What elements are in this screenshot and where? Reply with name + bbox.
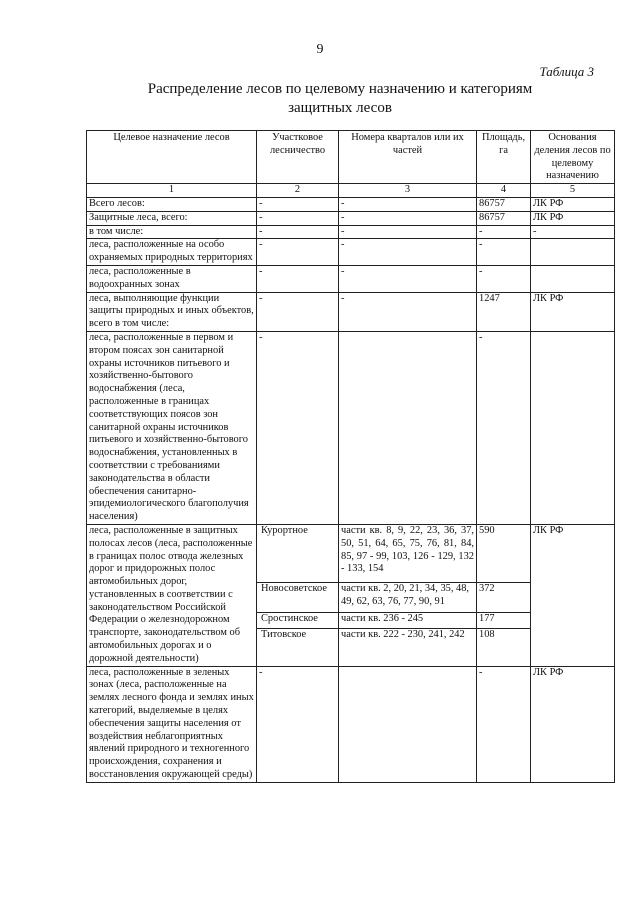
title-line-2: защитных лесов <box>288 100 392 116</box>
row-forestry: - <box>257 331 339 524</box>
table-row <box>87 331 615 524</box>
row-basis: ЛК РФ <box>531 292 615 331</box>
row-basis: ЛК РФ <box>531 666 615 782</box>
row-purpose: леса, выполняющие функции защиты природных и иных объектов, всего в том числе: <box>87 292 257 331</box>
row-forestry: - <box>257 265 339 292</box>
header-basis: Основания деления лесов по целевому назначению <box>531 131 615 184</box>
row-purpose: в том числе: <box>87 225 257 239</box>
row-forestry: - <box>257 239 339 266</box>
row-forestry: - <box>257 197 339 211</box>
row-area: - <box>477 239 531 266</box>
row-purpose: леса, расположенные в первом и втором поясах зон санитарной охраны источников питьевого и хозяйственно-бытового водоснабжения (леса, расположенные в границах соответствующих поясов зон санитарной охраны источников питьевого и хозяйственно-бытового водоснабжения, установленных в соответствии с требованиями законодательства в области обеспечения санитарно-эпидемиологического благополучия населения) <box>87 331 257 524</box>
table-row <box>87 211 615 225</box>
row-forestry: - <box>257 666 339 782</box>
row-forestry: Титовское <box>257 628 339 666</box>
table-row <box>87 524 615 582</box>
row-quarters: части кв. 222 - 230, 241, 242 <box>339 628 477 666</box>
row-quarters: - <box>339 211 477 225</box>
row-purpose: Защитные леса, всего: <box>87 211 257 225</box>
row-purpose: леса, расположенные в зеленых зонах (леса, расположенные на землях лесного фонда и землях иных категорий, выделяемые в целях обеспечения защиты населения от воздействия неблагоприятных явлений природного и техногенного происхождения, сохранения и восстановления окружающей среды) <box>87 666 257 782</box>
row-area: - <box>477 265 531 292</box>
table-label: Таблица 3 <box>539 64 594 79</box>
row-quarters <box>339 331 477 524</box>
row-quarters <box>339 666 477 782</box>
row-area: - <box>477 225 531 239</box>
row-area: 86757 <box>477 211 531 225</box>
column-number: 1 <box>87 184 257 198</box>
row-basis: - <box>531 225 615 239</box>
row-area: - <box>477 666 531 782</box>
row-quarters: - <box>339 265 477 292</box>
table-row <box>87 666 615 782</box>
header-area: Площадь, га <box>477 131 531 184</box>
row-basis: ЛК РФ <box>531 197 615 211</box>
row-quarters: - <box>339 197 477 211</box>
row-forestry: - <box>257 292 339 331</box>
forest-distribution-table <box>86 130 615 783</box>
page-number: 9 <box>316 42 324 57</box>
table-row <box>87 265 615 292</box>
row-quarters: - <box>339 239 477 266</box>
row-basis <box>531 239 615 266</box>
title-line-1: Распределение лесов по целевому назначению и категориям <box>147 81 533 97</box>
row-quarters: - <box>339 225 477 239</box>
header-quarters: Номера кварталов или их частей <box>339 131 477 184</box>
row-basis <box>531 265 615 292</box>
row-quarters: части кв. 236 - 245 <box>339 613 477 628</box>
row-basis: ЛК РФ <box>531 524 615 666</box>
row-forestry: - <box>257 211 339 225</box>
row-area: 1247 <box>477 292 531 331</box>
table-row <box>87 197 615 211</box>
row-area: 372 <box>477 583 531 613</box>
row-forestry: Курортное <box>257 524 339 582</box>
row-purpose: леса, расположенные на особо охраняемых природных территориях <box>87 239 257 266</box>
row-quarters: части кв. 2, 20, 21, 34, 35, 48, 49, 62, 63, 76, 77, 90, 91 <box>339 583 477 613</box>
row-basis: ЛК РФ <box>531 211 615 225</box>
row-forestry: Сростинское <box>257 613 339 628</box>
row-area: 86757 <box>477 197 531 211</box>
row-quarters: части кв. 8, 9, 22, 23, 36, 37, 50, 51, 64, 65, 75, 76, 81, 84, 85, 97 - 99, 103, 126 - 129, 132 - 133, 154 <box>339 524 477 582</box>
table-title <box>90 80 590 118</box>
row-basis <box>531 331 615 524</box>
row-area: 108 <box>477 628 531 666</box>
header-purpose: Целевое назначение лесов <box>87 131 257 184</box>
row-area: - <box>477 331 531 524</box>
row-quarters: - <box>339 292 477 331</box>
row-forestry: Новосоветское <box>257 583 339 613</box>
column-number: 2 <box>257 184 339 198</box>
column-number: 3 <box>339 184 477 198</box>
row-area: 590 <box>477 524 531 582</box>
header-forestry: Участковое лесничество <box>257 131 339 184</box>
table-row <box>87 225 615 239</box>
column-number: 5 <box>531 184 615 198</box>
column-numbers-row <box>87 184 615 198</box>
row-area: 177 <box>477 613 531 628</box>
table-header-row <box>87 131 615 184</box>
table-row <box>87 239 615 266</box>
row-purpose: леса, расположенные в защитных полосах лесов (леса, расположенные в границах полос отвода железных дорог и придорожных полос автомобильных дорог, установленных в соответствии с законодательством Российской Федерации о железнодорожном транспорте, законодательством об автомобильных дорогах и о дорожной деятельности) <box>87 524 257 666</box>
row-forestry: - <box>257 225 339 239</box>
column-number: 4 <box>477 184 531 198</box>
table-row <box>87 292 615 331</box>
row-purpose: Всего лесов: <box>87 197 257 211</box>
row-purpose: леса, расположенные в водоохранных зонах <box>87 265 257 292</box>
